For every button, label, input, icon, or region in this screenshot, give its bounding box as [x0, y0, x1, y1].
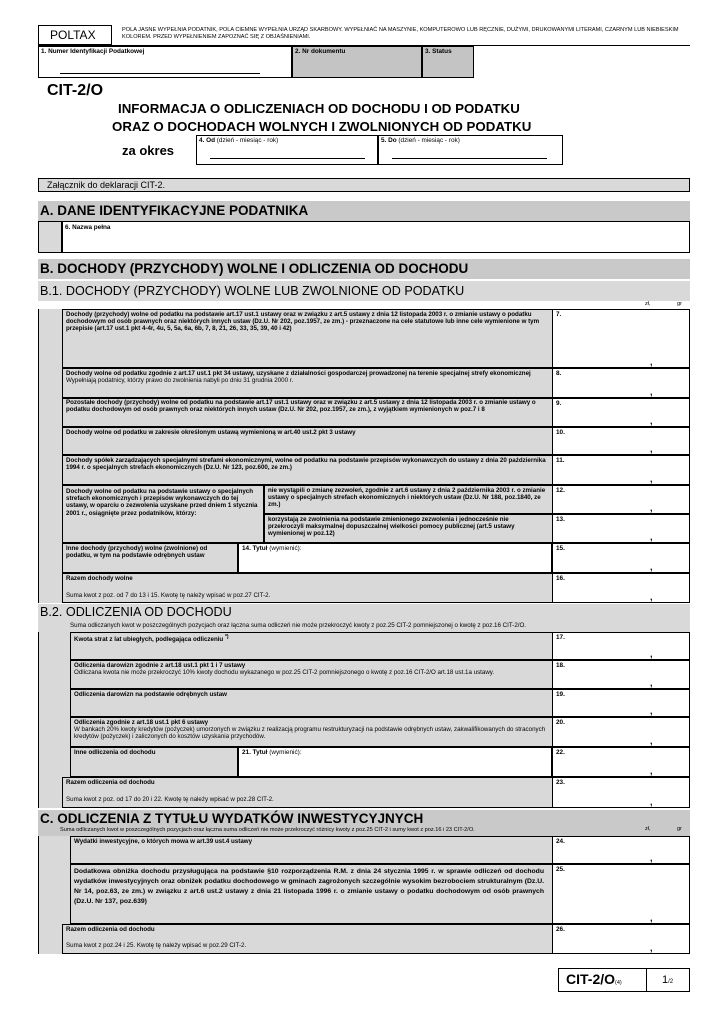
pos-10: 10.: [556, 429, 565, 436]
row-16-text: Razem dochody wolne: [66, 575, 133, 582]
title-line-1: INFORMACJA O ODLICZENIACH OD DOCHODU I OD PODATKU: [118, 101, 520, 116]
row-23-text: Razem odliczenia od dochodu: [66, 779, 155, 786]
section-c-note: Suma odliczanych kwot w poszczególnych pozycjach oraz łączna suma odliczeń nie może przekroczyć różnicy kwoty z poz.25 CIT-2 i sumy kwot z poz.16 i 23 CIT-2/O.: [60, 827, 475, 833]
comma-18: ,: [650, 678, 653, 688]
period-to-digits: [392, 155, 547, 159]
page-number: 1/2: [662, 974, 674, 986]
doc-number-label: 2. Nr dokumentu: [295, 48, 346, 55]
amount-24[interactable]: [552, 836, 690, 864]
status-label: 3. Status: [425, 48, 452, 55]
row-14-left-text: Inne dochody (przychody) wolne (zwolnione) od podatku, w tym na podstawie odrębnych ustaw: [66, 545, 208, 560]
zl-label-c: zł,: [645, 826, 651, 832]
comma-19: ,: [650, 706, 653, 716]
pos-25: 25.: [556, 866, 565, 873]
period-from-label: 4. Od (dzień - miesiąc - rok): [199, 137, 279, 144]
pos-26: 26.: [556, 926, 565, 933]
amount-15[interactable]: [552, 543, 690, 573]
pos-17: 17.: [556, 634, 565, 641]
pos-13: 13.: [556, 516, 565, 523]
pos-20: 20.: [556, 719, 565, 726]
attachment-text: Załącznik do deklaracji CIT-2.: [47, 180, 166, 190]
row-19-text: Odliczenia darowizn na podstawie odrębnych ustaw: [74, 691, 227, 698]
row-12-text: nie wystąpili o zmianę zezwoleń, zgodnie z art.6 ustawy z dnia 2 października 2003 r. o zmianie ustawy o specjalnych strefach ekonomicznych i niektórych ustaw (Dz.U. Nr 188, poz.1840, ze zm.): [268, 487, 546, 509]
row-18-text: Odliczenia darowizn zgodnie z art.18 ust.1 pkt 1 i 7 ustawy Odliczana kwota nie może przekroczyć 10% kwoty dochodu wykazanego w poz.25 CIT-2 pomniejszonego o kwotę z poz.16 CIT-2/O art.18 ust.1a ustawy.: [74, 662, 495, 677]
row-9-text: Pozostałe dochody (przychody) wolne od podatku na podstawie art.17 ust.1 ustawy oraz w związku z art.5 ustawy z dnia 12 listopada 2003 r. o zmianie ustawy o podatku dochodowym od osób prawnych oraz niektórych innych ustaw (Dz.U. Nr 202, poz.1957, ze zm.), z wyjątkiem wymienionych w poz.7 i 8: [66, 399, 536, 414]
row-26-text: Razem odliczenia od dochodu: [66, 926, 155, 933]
period-to-label: 5. Do (dzień - miesiąc - rok): [381, 137, 460, 144]
amount-12[interactable]: [552, 485, 690, 514]
comma-24: ,: [650, 853, 653, 863]
section-a-title: A. DANE IDENTYFIKACYJNE PODATNIKA: [40, 203, 309, 218]
comma-17: ,: [650, 649, 653, 659]
section-a-margin: [38, 221, 62, 253]
title-14-label: 14. Tytuł (wymienić):: [242, 545, 302, 552]
pos-7: 7.: [556, 311, 562, 318]
footer-divider: [646, 968, 647, 992]
row-21-left-text: Inne odliczenia od dochodu: [74, 749, 156, 756]
row-13-text: korzystają ze zwolnienia na podstawie zmienionego zezwolenia i jednocześnie nie przekroczyli maksymalnej dopuszczalnej wielkości pomocy publicznej (art.5 ustawy wymienionej w poz.12): [268, 516, 515, 538]
amount-17[interactable]: [552, 632, 690, 660]
zl-label: zł,: [645, 301, 651, 307]
amount-7[interactable]: [552, 309, 690, 368]
row-24-text: Wydatki inwestycyjne, o których mowa w art.39 ust.4 ustawy: [74, 838, 253, 845]
amount-25[interactable]: [552, 864, 690, 924]
comma-13: ,: [650, 532, 653, 542]
section-b-title: B. DOCHODY (PRZYCHODY) WOLNE I ODLICZENIA OD DOCHODU: [40, 261, 469, 276]
comma-23: ,: [650, 797, 653, 807]
pos-22: 22.: [556, 749, 565, 756]
gr-label: gr: [677, 301, 682, 307]
amount-13[interactable]: [552, 514, 690, 543]
footer-code: CIT-2/O(4): [566, 971, 622, 987]
pos-23: 23.: [556, 779, 565, 786]
gr-label-c: gr: [677, 826, 682, 832]
nip-label: 1. Numer Identyfikacji Podatkowej: [41, 48, 145, 55]
comma-12: ,: [650, 503, 653, 513]
amount-11[interactable]: [552, 455, 690, 485]
pos-16: 16.: [556, 575, 565, 582]
comma-8: ,: [650, 387, 653, 397]
row-20-text: Odliczenia zgodnie z art.18 ust.1 pkt 6 ustawy W bankach 20% kwoty kredytów (pożyczek) umorzonych w związku z realizacją programu restrukturyzacji na podstawie odrębnych ustaw, zakwalifikowanych do straconych kredytów (pożyczek) i zaliczonych do kosztów uzyskania przychodów.: [74, 719, 546, 741]
amount-18[interactable]: [552, 660, 690, 689]
row-26-note: Suma kwot z poz.24 i 25. Kwotę tę należy wpisać w poz.29 CIT-2.: [66, 942, 247, 949]
section-c-title: C. ODLICZENIA Z TYTUŁU WYDATKÓW INWESTYCYJNYCH: [40, 811, 424, 826]
comma-9: ,: [650, 416, 653, 426]
pos-9: 9.: [556, 400, 562, 407]
full-name-label: 6. Nazwa pełna: [65, 224, 111, 231]
section-b-margin: [38, 309, 62, 603]
row-16-note: Suma kwot z poz. od 7 do 13 i 15. Kwotę tę należy wpisać w poz.27 CIT-2.: [66, 592, 271, 599]
row-25-text: Dodatkowa obniżka dochodu przysługująca na podstawie §10 rozporządzenia R.M. z dnia 24 stycznia 1995 r. w sprawie odliczeń od dochodu wydatków inwestycyjnych oraz obniżek podatku dochodowego w gminach zagrożonych szczególnie wysokim bezrobociem strukturalnym (Dz.U. Nr 14, poz.63, ze zm.) w związku z art.6 ust.2 ustawy z dnia 21 listopada 1996 r. o zmianie ustawy o podatku dochodowym od osób prawnych (Dz.U. Nr 137, poz.639): [74, 868, 544, 905]
section-b2-note: Suma odliczanych kwot w poszczególnych pozycjach oraz łączna suma odliczeń nie może przekroczyć kwoty z poz.25 CIT-2 pomniejszonej o kwotę z poz.16 CIT-2/O.: [70, 622, 527, 629]
row-23-note: Suma kwot z poz. od 17 do 20 i 22. Kwotę tę należy wpisać w poz.28 CIT-2.: [66, 796, 274, 803]
row-10-text: Dochody wolne od podatku w zakresie określonym ustawą wymienioną w art.40 ust.2 pkt 3 ustawy: [66, 429, 356, 436]
pos-24: 24.: [556, 838, 565, 845]
amount-19[interactable]: [552, 689, 690, 717]
section-b1-title: B.1. DOCHODY (PRZYCHODY) WOLNE LUB ZWOLNIONE OD PODATKU: [40, 284, 465, 298]
comma-7: ,: [650, 357, 653, 367]
amount-22[interactable]: [552, 747, 690, 777]
comma-10: ,: [650, 444, 653, 454]
amount-26[interactable]: [552, 924, 690, 954]
full-name-field[interactable]: [62, 221, 690, 253]
pos-12: 12.: [556, 487, 565, 494]
title-line-2: ORAZ O DOCHODACH WOLNYCH I ZWOLNIONYCH OD PODATKU: [112, 119, 532, 134]
amount-16[interactable]: [552, 573, 690, 603]
nip-digits: [60, 70, 260, 74]
poltax-label: POLTAX: [50, 28, 96, 42]
comma-22: ,: [650, 766, 653, 776]
comma-11: ,: [650, 474, 653, 484]
comma-20: ,: [650, 736, 653, 746]
row-11-text: Dochody spółek zarządzających specjalnymi strefami ekonomicznymi, wolne od podatku na podstawie przepisów wykonawczych do ustawy z dnia 20 października 1994 r. o specjalnych strefach ekonomicznych (Dz.U. Nr 123, poz.600, ze zm.): [66, 457, 546, 472]
pos-15: 15.: [556, 545, 565, 552]
period-label: za okres: [122, 143, 175, 158]
comma-16: ,: [650, 592, 653, 602]
amount-9[interactable]: [552, 398, 690, 427]
row-17-text: Kwota strat z lat ubiegłych, podlegająca odliczeniu *): [74, 634, 229, 644]
amount-23[interactable]: [552, 777, 690, 808]
period-from-digits: [210, 155, 365, 159]
form-instructions: POLA JASNE WYPEŁNIA PODATNIK, POLA CIEMNE WYPEŁNIA URZĄD SKARBOWY. WYPEŁNIAĆ NA MASZYNIE, KOMPUTEROWO LUB RĘCZNIE, DUŻYMI, DRUKOWANYMI LITERAMI, CZARNYM LUB NIEBIESKIM KOLOREM. PRZED WYPEŁNIENIEM ZAPOZNAĆ SIĘ Z OBJAŚNIENIAMI.: [122, 27, 679, 40]
comma-26: ,: [650, 943, 653, 953]
form-code: CIT-2/O: [47, 82, 104, 99]
title-21-label: 21. Tytuł (wymienić):: [242, 749, 302, 756]
amount-8[interactable]: [552, 368, 690, 398]
amount-10[interactable]: [552, 427, 690, 455]
comma-15: ,: [650, 562, 653, 572]
pos-19: 19.: [556, 691, 565, 698]
pos-8: 8.: [556, 370, 562, 377]
row-12-left-text: Dochody wolne od podatku na podstawie ustawy o specjalnych strefach ekonomicznych i przepisów wykonawczych do tej ustawy, w oparciu o zezwolenia uzyskane przed dniem 1 stycznia 2001 r., osiągnięte przez podatników, którzy:: [66, 488, 258, 517]
pos-11: 11.: [556, 457, 565, 464]
comma-25: ,: [650, 913, 653, 923]
row-7-text: Dochody (przychody) wolne od podatku na podstawie art.17 ust.1 ustawy oraz w związku z art.5 ustawy z dnia 12 listopada 2003 r. o zmianie ustawy o podatku dochodowym od osób prawnych oraz niektórych innych ustaw (Dz.U. Nr 202, poz.1957, ze zm.) - przeznaczone na cele statutowe lub inne cele wymienione w tym przepisie (art.17 ust.1 pkt 4-4r, 4u, 5, 5a, 6a, 6b, 7, 8, 21, 26, 33, 35, 39, 40 i 42): [66, 311, 540, 333]
section-b2-title: B.2. ODLICZENIA OD DOCHODU: [40, 605, 232, 619]
row-8-text: Dochody wolne od podatku zgodnie z art.17 ust.1 pkt 34 ustawy, uzyskane z działalności gospodarczej prowadzonej na terenie specjalnej strefy ekonomicznej Wypełniają podatnicy, którzy prawo do zwolnienia nabyli po dniu 31 grudnia 2000 r.: [66, 370, 531, 385]
amount-20[interactable]: [552, 717, 690, 747]
pos-18: 18.: [556, 662, 565, 669]
